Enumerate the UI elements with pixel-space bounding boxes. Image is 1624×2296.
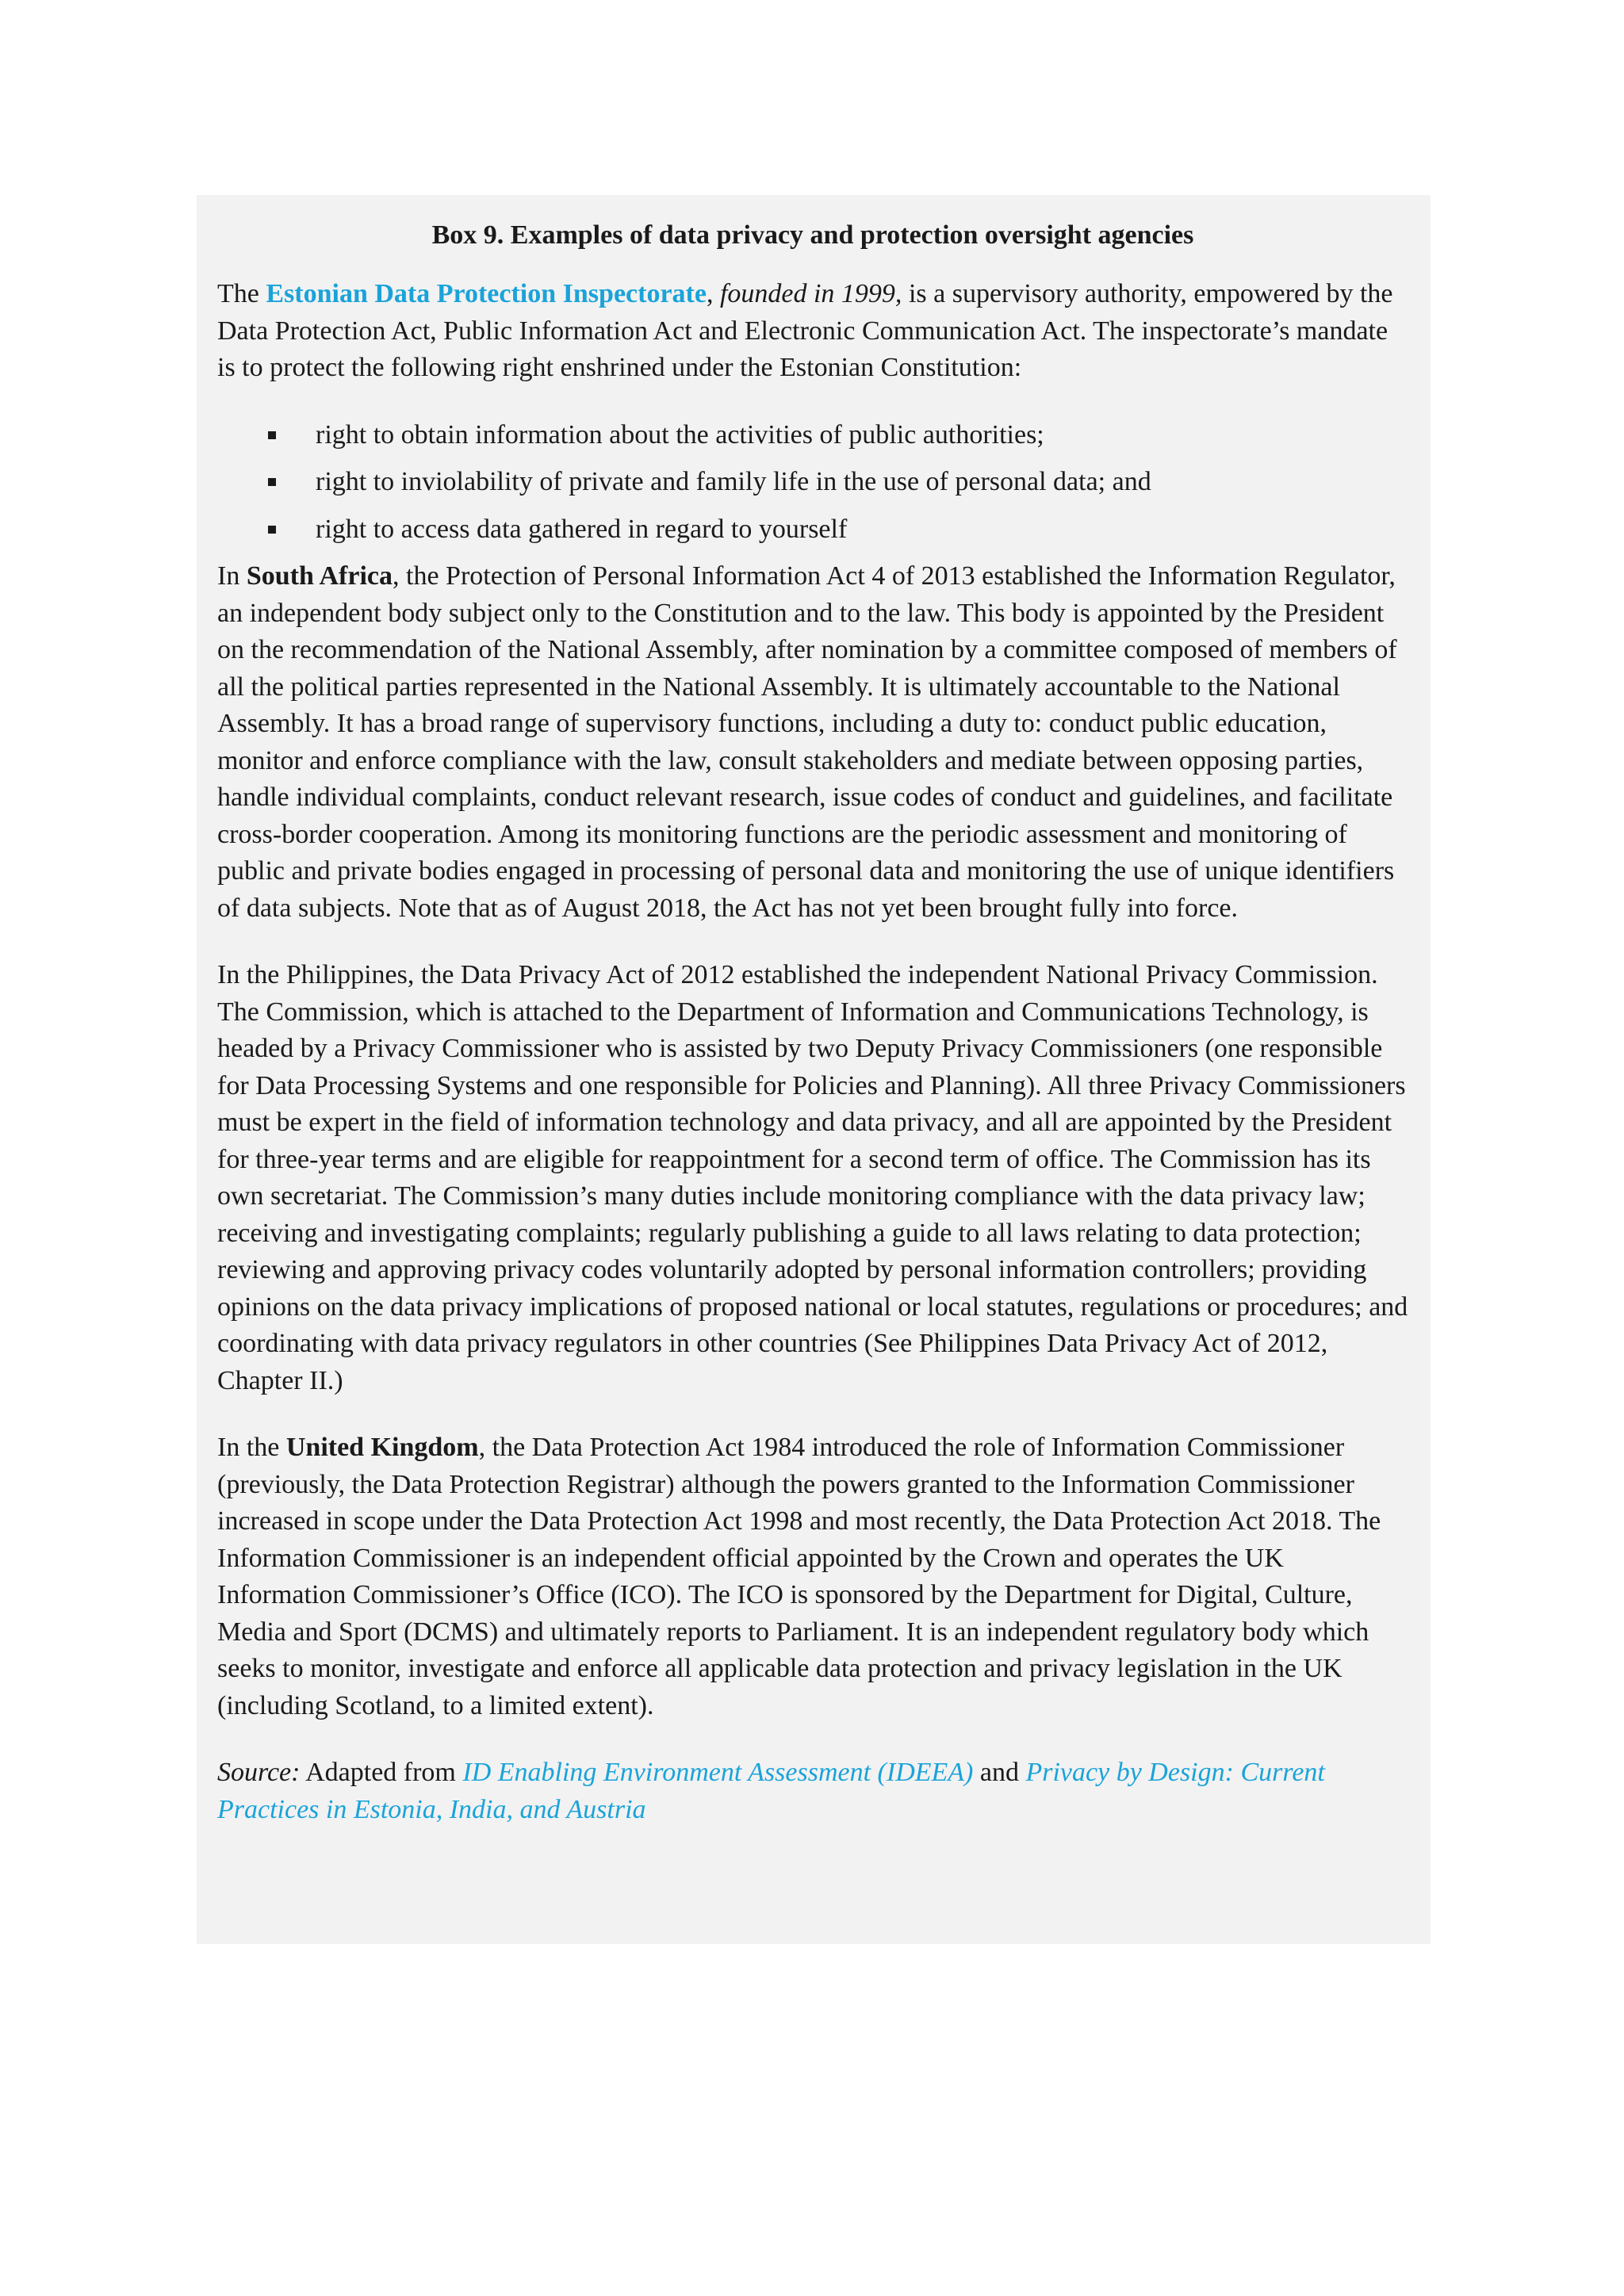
source-mid: and	[973, 1758, 1026, 1787]
estonia-comma: ,	[706, 279, 720, 308]
south-africa-pre: In	[217, 561, 247, 591]
list-item	[217, 417, 1408, 454]
estonia-founded: founded in 1999,	[719, 279, 902, 308]
list-item-text: right to obtain information about the activities of public authorities;	[316, 419, 1044, 450]
ideea-link[interactable]: ID Enabling Environment Assessment (IDEEA)	[462, 1758, 974, 1787]
uk-bold: United Kingdom	[285, 1433, 479, 1462]
uk-rest: , the Data Protection Act 1984 introduced the role of Information Commissioner (previously, the Data Protection Registrar) although the powers granted to the Information Commissioner increased in scope under the Data Protection Act 1998 and most recently, the Data Protection Act 2018. The Information Commissioner is an independent official appointed by the Crown and operates the UK Information Commissioner’s Office (ICO). The ICO is sponsored by the Department for Digital, Culture, Media and Sport (DCMS) and ultimately reports to Parliament. It is an independent regulatory body which seeks to monitor, investigate and enforce all applicable data protection and privacy legislation in the UK (including Scotland, to a limited extent).	[217, 1433, 1381, 1720]
south-africa-paragraph	[217, 558, 1408, 927]
south-africa-bold: South Africa	[246, 561, 393, 591]
south-africa-rest: , the Protection of Personal Information Act 4 of 2013 established the Information Regulator, an independent body subject only to the Constitution and to the law. This body is appointed by the President on the recommendation of the National Assembly, after nomination by a committee composed of members of all the political parties represented in the National Assembly. It is ultimately accountable to the National Assembly. It has a broad range of supervisory functions, including a duty to: conduct public education, monitor and enforce compliance with the law, consult stakeholders and mediate between opposing parties, handle individual complaints, conduct relevant research, issue codes of conduct and guidelines, and facilitate cross-border cooperation. Among its monitoring functions are the periodic assessment and monitoring of public and private bodies engaged in processing of personal data and monitoring the use of unique identifiers of data subjects. Note that as of August 2018, the Act has not yet been brought fully into force.	[217, 561, 1397, 923]
bullet-icon	[268, 431, 276, 439]
list-item-text: right to access data gathered in regard to yourself	[316, 514, 848, 544]
estonia-pre: The	[217, 279, 266, 308]
list-item-text: right to inviolability of private and family life in the use of personal data; and	[316, 467, 1151, 496]
estonia-rights-list	[217, 417, 1408, 549]
list-item	[217, 511, 1408, 549]
source-pre: Adapted from	[300, 1758, 463, 1787]
uk-pre: In the	[217, 1433, 286, 1462]
box-title: Box 9. Examples of data privacy and protection oversight agencies	[431, 220, 1194, 250]
list-item	[217, 464, 1408, 501]
source-paragraph	[217, 1755, 1408, 1828]
philippines-paragraph: In the Philippines, the Data Privacy Act of 2012 established the independent National Privacy Commission. The Commission, which is attached to the Department of Information and Communications Technology, is headed by a Privacy Commissioner who is assisted by two Deputy Privacy Commissioners (one responsible for Data Processing Systems and one responsible for Policies and Planning). All three Privacy Commissioners must be expert in the field of information technology and data privacy, and all are appointed by the President for three-year terms and are eligible for reappointment for a second term of office. The Commission has its own secretariat. The Commission’s many duties include monitoring compliance with the data privacy law; receiving and investigating complaints; regularly publishing a guide to all laws relating to data protection; reviewing and approving privacy codes voluntarily adopted by personal information controllers; providing opinions on the data privacy implications of proposed national or local statutes, regulations or procedures; and coordinating with data privacy regulators in other countries (See Philippines Data Privacy Act of 2012, Chapter II.)	[217, 960, 1408, 1395]
privacy-by-design-link[interactable]: Privacy by Design: Current Practices in Estonia, India, and Austria	[217, 1758, 1325, 1824]
estonia-paragraph	[217, 276, 1408, 387]
bullet-icon	[268, 526, 276, 534]
united-kingdom-paragraph	[217, 1429, 1408, 1724]
source-label: Source:	[217, 1758, 301, 1787]
estonia-rest: is a supervisory authority, empowered by the Data Protection Act, Public Information Act and Electronic Communication Act. The inspectorate’s mandate is to protect the following right enshrined under the Estonian Constitution:	[217, 279, 1393, 382]
estonian-inspectorate-link[interactable]: Estonian Data Protection Inspectorate	[266, 279, 707, 308]
bullet-icon	[268, 478, 276, 486]
box-9	[197, 195, 1431, 1944]
